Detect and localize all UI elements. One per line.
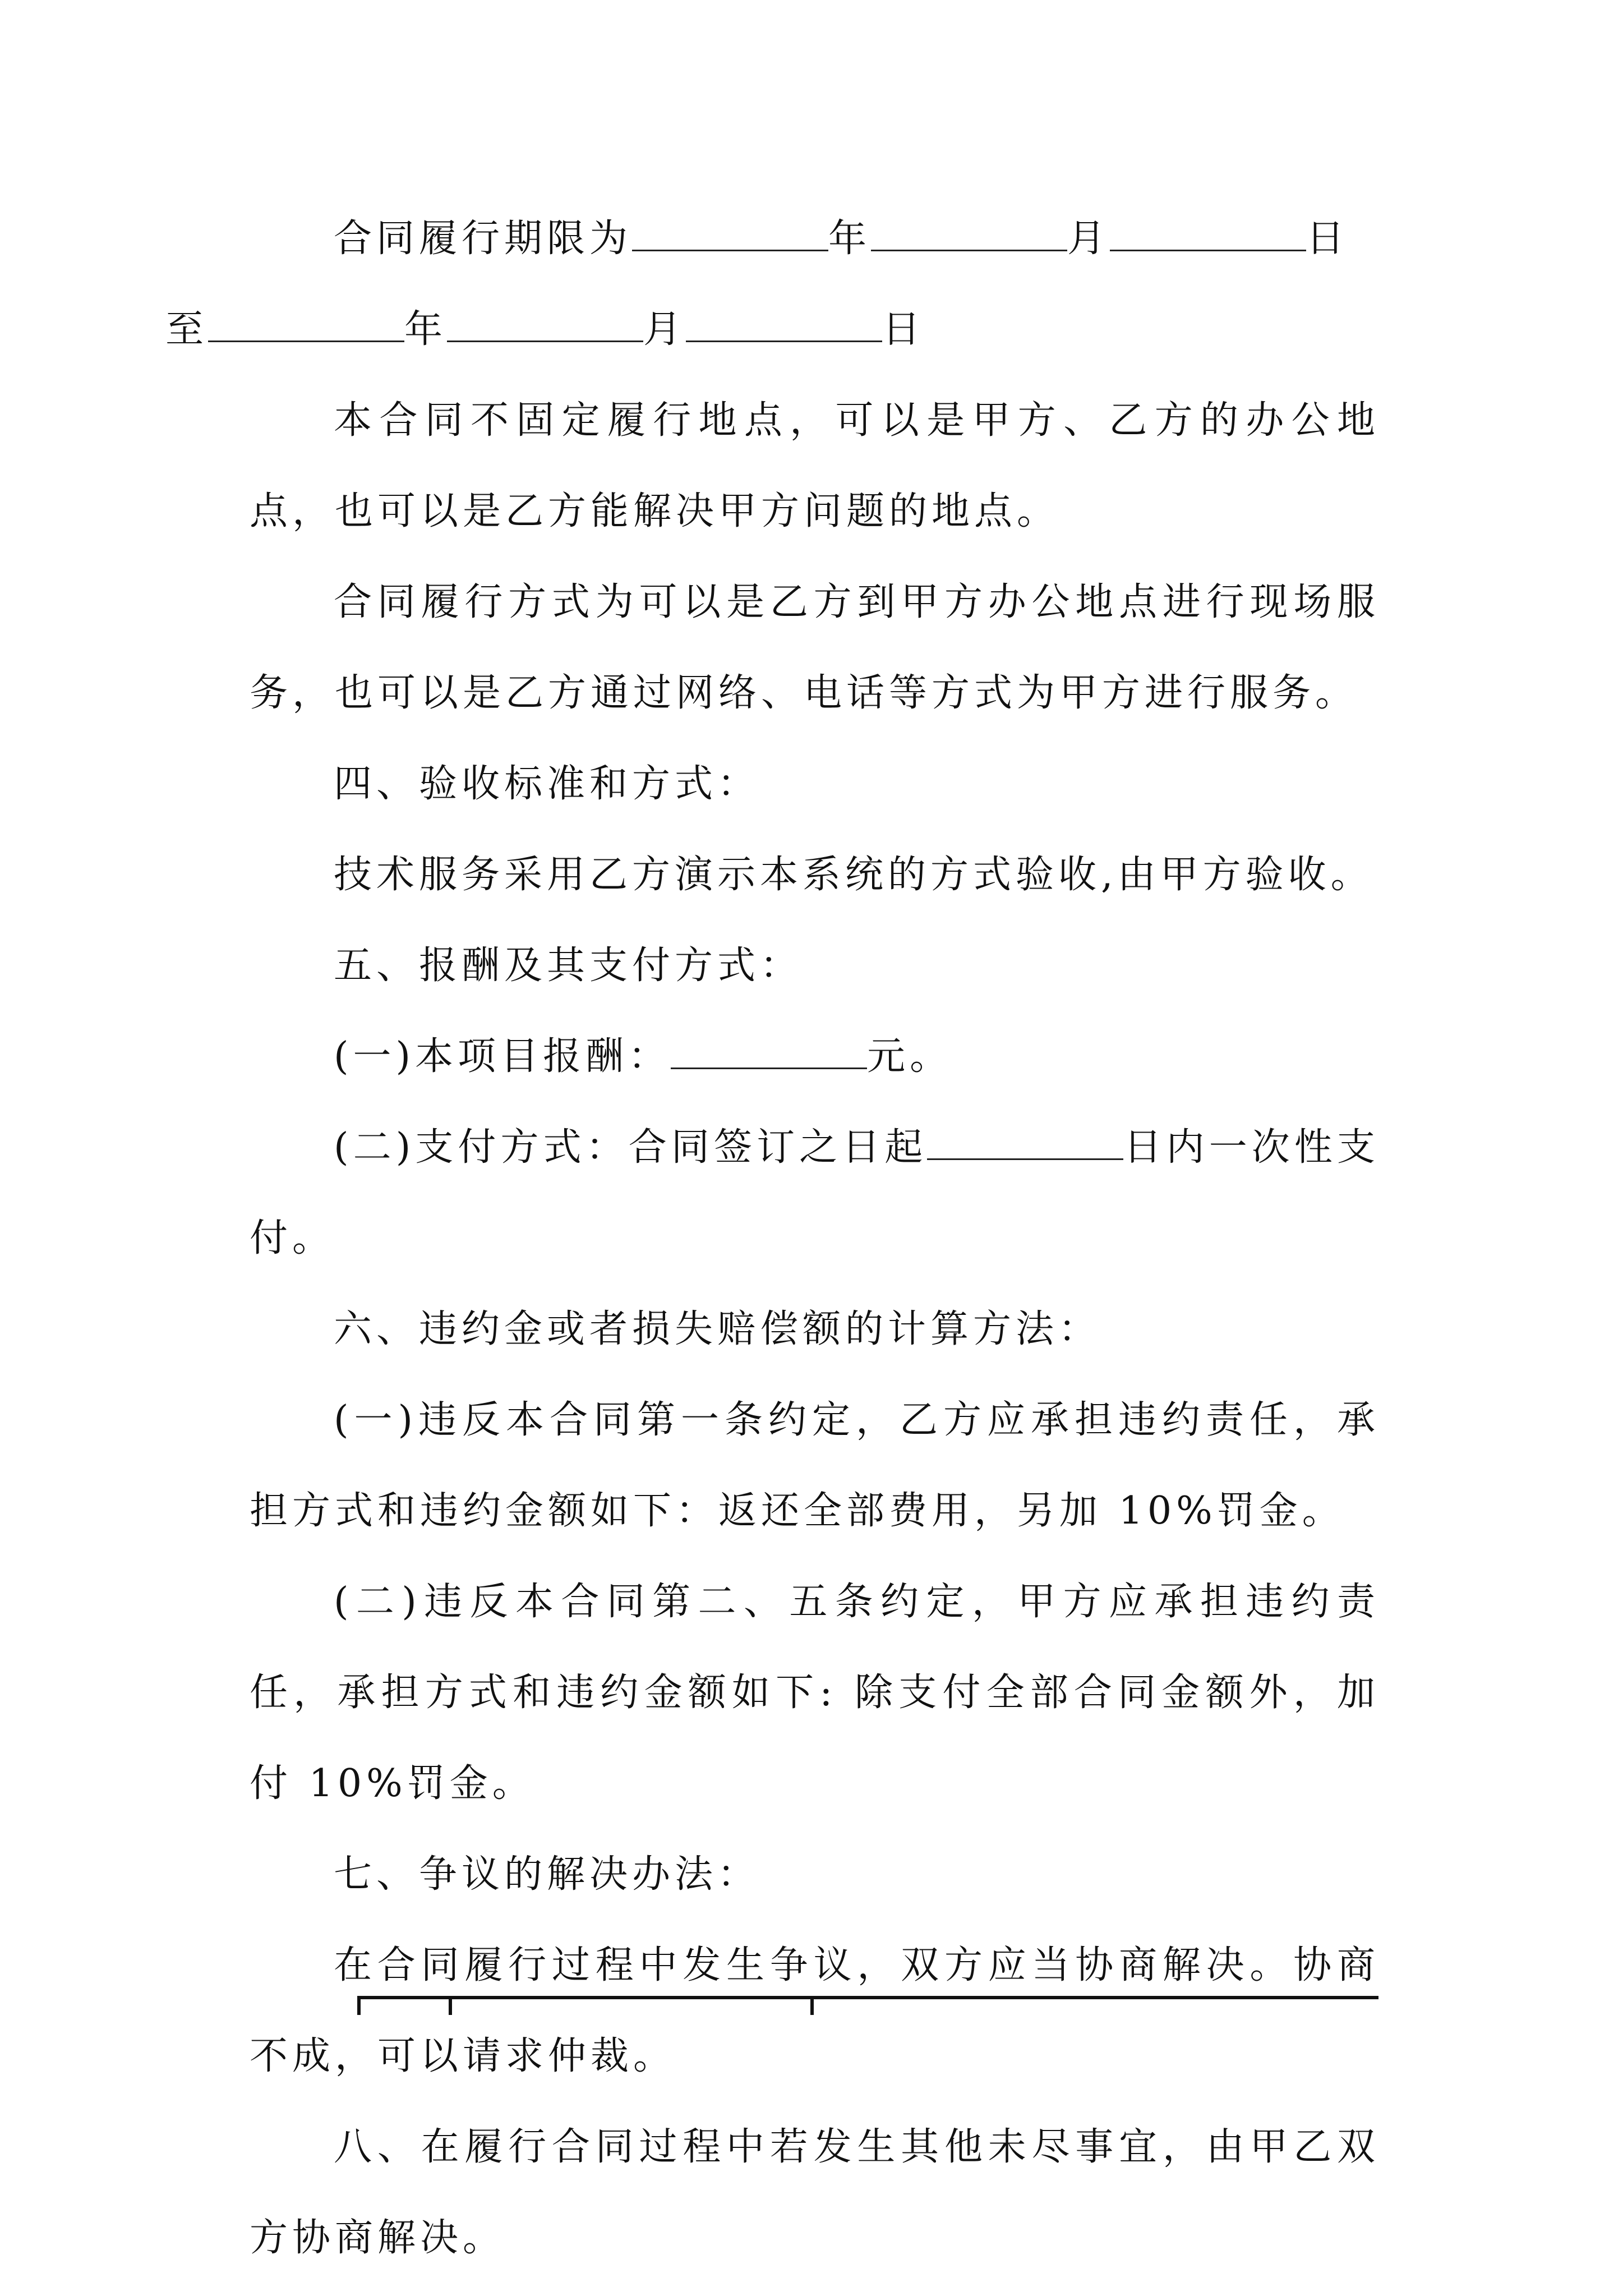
year-label-1: 年 [828,217,872,261]
term-prefix: 合同履行期限为 [334,217,633,261]
month-label-2: 月 [643,307,686,352]
other-matters-text: 八、在履行合同过程中若发生其他未尽事宜，由甲乙双方协商解决。 [250,2125,1380,2260]
place-paragraph: 本合同不固定履行地点，可以是甲方、乙方的办公地点，也可以是乙方能解决甲方问题的地点。 [250,398,1380,533]
dispute-text: 在合同履行过程中发生争议，双方应当协商解决。协商不成，可以请求仲裁。 [250,1943,1380,2078]
dispute-heading: 七、争议的解决办法： [334,1852,760,1897]
day-label-1: 日 [1306,217,1349,261]
acceptance-text: 技术服务采用乙方演示本系统的方式验收,由甲方验收。 [334,853,1373,897]
payment-item-2-suffix: 日内一次性支付。 [250,1125,1380,1260]
method-paragraph: 合同履行方式为可以是乙方到甲方办公地点进行现场服务，也可以是乙方通过网络、电话等方式为甲方进行服务。 [250,580,1380,715]
month-label-1: 月 [1067,217,1110,261]
term-to: 至 [165,307,209,352]
year-label-2: 年 [404,307,448,352]
penalty-item-1: (一)违反本合同第一条约定，乙方应承担违约责任，承担方式和违约金额如下：返还全部费用，另加 10%罚金。 [250,1398,1380,1533]
payment-item-2-prefix: (二)支付方式：合同签订之日起 [334,1125,928,1170]
penalty-heading: 六、违约金或者损失赔偿额的计算方法： [334,1307,1101,1351]
payment-item-1-prefix: (一)本项目报酬： [334,1034,671,1079]
payment-heading: 五、报酬及其支付方式： [334,944,803,988]
penalty-item-2: (二)违反本合同第二、五条约定，甲方应承担违约责任，承担方式和违约金额如下: 除支付全部合同金额外，加付 10%罚金。 [250,1580,1380,1806]
day-label-2: 日 [882,307,925,352]
payment-item-1-suffix: 元。 [867,1034,953,1079]
acceptance-heading: 四、验收标准和方式： [334,762,760,806]
